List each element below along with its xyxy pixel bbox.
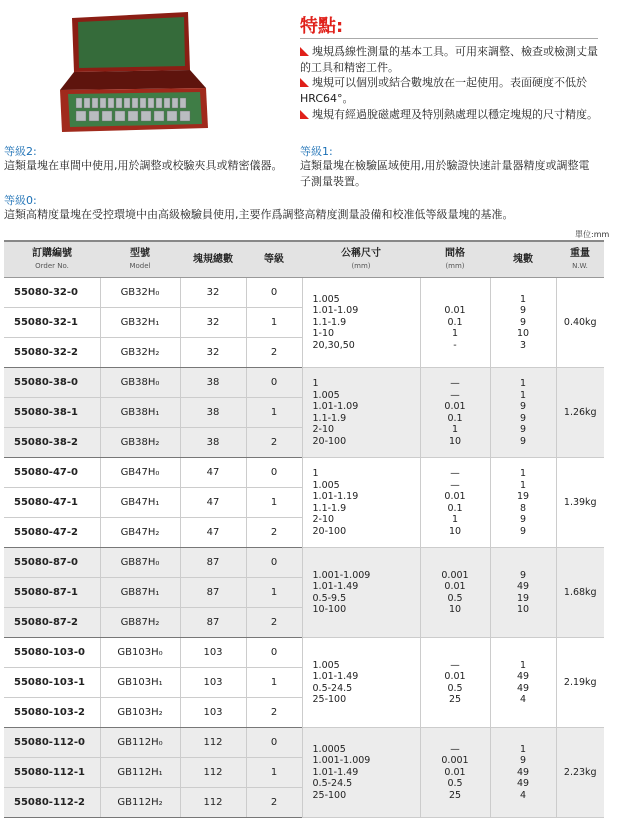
order-no-cell: 55080-47-2 [4, 518, 100, 548]
col-order-no: 訂購編號 Order No. [4, 241, 100, 278]
cell-line: 0.001 [441, 755, 469, 767]
order-no-cell: 55080-103-1 [4, 668, 100, 698]
grade-cell: 0 [246, 638, 302, 668]
cell-line: 0.001 [441, 569, 469, 581]
cell-line: 1 [519, 479, 527, 491]
grade-cell: 2 [246, 788, 302, 818]
grade-cell: 0 [246, 278, 302, 308]
cell-line: 0.5-9.5 [312, 592, 347, 604]
cell-line: 10 [448, 435, 462, 447]
model-cell: GB103H₂ [100, 698, 180, 728]
nominal-size-cell [302, 728, 420, 818]
total-cell: 103 [180, 638, 246, 668]
cell-line: 4 [519, 694, 527, 705]
cell-line: 0.5-24.5 [312, 778, 353, 790]
grade-cell: 2 [246, 608, 302, 638]
grade-cell: 2 [246, 428, 302, 458]
grade-cell: 2 [246, 338, 302, 368]
cell-line: 19 [516, 491, 530, 502]
cell-line: 20-100 [312, 435, 347, 447]
cell-line: — [450, 378, 460, 389]
cell-line: 9 [519, 412, 527, 424]
grade-cell: 1 [246, 758, 302, 788]
cell-line: 0.01 [444, 671, 466, 682]
cell-line: 1 [312, 378, 319, 389]
table-row [4, 278, 604, 308]
gauge-block-table [4, 240, 604, 818]
cell-line: — [450, 389, 460, 401]
step-cell [420, 278, 490, 368]
gauge-block-set-image [56, 10, 212, 134]
order-no-cell: 55080-38-0 [4, 368, 100, 398]
total-cell: 47 [180, 518, 246, 548]
model-cell: GB103H₀ [100, 638, 180, 668]
model-cell: GB38H₁ [100, 398, 180, 428]
model-cell: GB87H₀ [100, 548, 180, 578]
col-weight: 重量 N.W. [556, 241, 604, 278]
features-title: 特點: [300, 16, 344, 37]
cell-line: 49 [516, 778, 530, 790]
order-no-cell: 55080-32-1 [4, 308, 100, 338]
feature-item-2: 塊規可以個別或結合數塊放在一起使用。表面硬度不低於HRC64°。 [300, 76, 587, 105]
cell-line: 9 [519, 755, 527, 767]
table-group [4, 458, 604, 548]
feature-item-1: 塊規爲線性測量的基本工具。可用來調整、檢查或檢測丈量的工具和精密工件。 [300, 45, 598, 74]
cell-line: — [450, 743, 460, 755]
table-group [4, 548, 604, 638]
step-cell [420, 458, 490, 548]
total-cell: 87 [180, 548, 246, 578]
model-cell: GB87H₁ [100, 578, 180, 608]
order-no-cell: 55080-32-2 [4, 338, 100, 368]
grade-cell: 2 [246, 518, 302, 548]
step-cell [420, 548, 490, 638]
order-no-cell: 55080-103-2 [4, 698, 100, 728]
cell-line: 9 [519, 424, 527, 435]
total-cell: 103 [180, 668, 246, 698]
grade2-title: 等級2: [4, 145, 37, 158]
cell-line: 49 [516, 682, 530, 694]
weight-cell: 2.19kg [556, 638, 604, 728]
weight-cell: 1.26kg [556, 368, 604, 458]
red-triangle-icon [300, 78, 309, 87]
col-nominal-size: 公稱尺寸 (mm) [302, 241, 420, 278]
cell-line: 1.1-1.9 [312, 502, 347, 514]
cell-line: 2-10 [312, 424, 335, 435]
col-step: 間格 (mm) [420, 241, 490, 278]
cell-line: 10 [448, 604, 462, 615]
cell-line: 49 [516, 766, 530, 778]
total-cell: 47 [180, 488, 246, 518]
cell-line: 9 [519, 525, 527, 537]
order-no-cell: 55080-112-0 [4, 728, 100, 758]
cell-line: 1.01-1.49 [312, 766, 359, 778]
total-cell: 112 [180, 788, 246, 818]
grade-cell: 1 [246, 398, 302, 428]
total-cell: 87 [180, 578, 246, 608]
weight-cell: 0.40kg [556, 278, 604, 368]
cell-line: 49 [516, 671, 530, 682]
total-cell: 87 [180, 608, 246, 638]
grade1-title: 等級1: [300, 145, 333, 158]
table-group [4, 728, 604, 818]
total-cell: 32 [180, 278, 246, 308]
pieces-cell [490, 458, 556, 548]
cell-line: — [450, 468, 460, 479]
pieces-cell [490, 278, 556, 368]
table-row [4, 368, 604, 398]
cell-line: 4 [519, 789, 527, 801]
cell-line: 0.01 [444, 581, 466, 592]
cell-line: 10-100 [312, 604, 347, 615]
cell-line: 1.01-1.19 [312, 491, 359, 502]
order-no-cell: 55080-87-1 [4, 578, 100, 608]
cell-line: 0.1 [447, 502, 463, 514]
cell-line: 1 [451, 424, 459, 435]
table-row [4, 728, 604, 758]
nominal-size-cell [302, 458, 420, 548]
order-no-cell: 55080-87-2 [4, 608, 100, 638]
cell-line: 9 [519, 316, 527, 328]
cell-line: - [453, 339, 457, 351]
cell-line: 9 [519, 514, 527, 525]
cell-line: 1.01-1.09 [312, 305, 359, 317]
grade-cell: 0 [246, 728, 302, 758]
order-no-cell: 55080-38-1 [4, 398, 100, 428]
cell-line: 1.005 [312, 479, 340, 491]
cell-line: 0.01 [444, 491, 466, 502]
grade2-text: 這類量塊在車間中使用,用於調整或校驗夾具或精密儀器。 [4, 159, 283, 172]
grade-cell: 1 [246, 488, 302, 518]
table-header-row [4, 241, 604, 278]
model-cell: GB32H₂ [100, 338, 180, 368]
model-cell: GB112H₂ [100, 788, 180, 818]
cell-line: 10 [516, 328, 530, 340]
nominal-size-cell [302, 278, 420, 368]
order-no-cell: 55080-112-1 [4, 758, 100, 788]
table-group [4, 368, 604, 458]
step-cell [420, 368, 490, 458]
model-cell: GB38H₀ [100, 368, 180, 398]
model-cell: GB103H₁ [100, 668, 180, 698]
weight-cell: 1.68kg [556, 548, 604, 638]
col-grade: 等級 [246, 241, 302, 278]
model-cell: GB47H₁ [100, 488, 180, 518]
grade-cell: 2 [246, 698, 302, 728]
cell-line: 1-10 [312, 328, 335, 340]
cell-line: 9 [519, 435, 527, 447]
cell-line: 2-10 [312, 514, 335, 525]
order-no-cell: 55080-87-0 [4, 548, 100, 578]
grade-cell: 0 [246, 458, 302, 488]
pieces-cell [490, 728, 556, 818]
cell-line: 10 [516, 604, 530, 615]
total-cell: 38 [180, 368, 246, 398]
total-cell: 32 [180, 338, 246, 368]
cell-line: 1 [519, 468, 527, 479]
features-divider [300, 38, 598, 39]
cell-line: 0.5 [447, 778, 463, 790]
cell-line: 1.005 [312, 389, 340, 401]
cell-line: 9 [519, 569, 527, 581]
order-no-cell: 55080-32-0 [4, 278, 100, 308]
cell-line: 49 [516, 581, 530, 592]
step-cell [420, 638, 490, 728]
cell-line: 8 [519, 502, 527, 514]
cell-line: 3 [519, 339, 527, 351]
grade1-text: 這類量塊在檢驗區域使用,用於驗證快速計量器精度或調整電子測量裝置。 [300, 159, 590, 188]
table-group [4, 278, 604, 368]
total-cell: 47 [180, 458, 246, 488]
cell-line [422, 294, 489, 306]
cell-line: 9 [519, 401, 527, 412]
order-no-cell: 55080-47-0 [4, 458, 100, 488]
cell-line: — [450, 659, 460, 671]
grade-cell: 1 [246, 578, 302, 608]
cell-line: 1.01-1.49 [312, 581, 359, 592]
pieces-cell [490, 368, 556, 458]
cell-line: 1 [519, 389, 527, 401]
cell-line: 0.5 [447, 592, 463, 604]
table-group [4, 638, 604, 728]
model-cell: GB112H₀ [100, 728, 180, 758]
cell-line: 1 [312, 468, 319, 479]
model-cell: GB38H₂ [100, 428, 180, 458]
cell-line: 20-100 [312, 525, 347, 537]
cell-line: 0.01 [444, 401, 466, 412]
col-model: 型號 Model [100, 241, 180, 278]
cell-line: 1 [519, 743, 527, 755]
cell-line: 1.0005 [312, 743, 346, 755]
grade0-text: 這類高精度量塊在受控環境中由高級檢驗員使用,主要作爲調整高精度測量設備和校准低等級量塊的基准。 [4, 208, 514, 221]
cell-line: 25 [448, 694, 462, 705]
grade-cell: 0 [246, 548, 302, 578]
cell-line: 25-100 [312, 789, 347, 801]
model-cell: GB47H₀ [100, 458, 180, 488]
order-no-cell: 55080-38-2 [4, 428, 100, 458]
red-triangle-icon [300, 47, 309, 56]
cell-line: 1 [519, 293, 527, 305]
step-cell [420, 728, 490, 818]
cell-line: 1.005 [312, 293, 340, 305]
weight-cell: 1.39kg [556, 458, 604, 548]
weight-cell: 2.23kg [556, 728, 604, 818]
model-cell: GB32H₀ [100, 278, 180, 308]
model-cell: GB112H₁ [100, 758, 180, 788]
cell-line: 1 [519, 659, 527, 671]
model-cell: GB47H₂ [100, 518, 180, 548]
nominal-size-cell [302, 368, 420, 458]
cell-line: 0.5 [447, 682, 463, 694]
total-cell: 112 [180, 758, 246, 788]
unit-label: 單位:mm [575, 230, 610, 239]
cell-line: 20,30,50 [312, 339, 355, 351]
total-cell: 103 [180, 698, 246, 728]
pieces-cell [490, 548, 556, 638]
pieces-cell [490, 638, 556, 728]
grade-cell: 0 [246, 368, 302, 398]
cell-line: 1 [451, 514, 459, 525]
cell-line: 9 [519, 305, 527, 317]
cell-line: 1.1-1.9 [312, 412, 347, 424]
table-row [4, 548, 604, 578]
col-pieces: 塊數 [490, 241, 556, 278]
cell-line: 1.01-1.09 [312, 401, 359, 412]
grade-cell: 1 [246, 668, 302, 698]
cell-line: 25 [448, 789, 462, 801]
order-no-cell: 55080-103-0 [4, 638, 100, 668]
order-no-cell: 55080-112-2 [4, 788, 100, 818]
table-row [4, 458, 604, 488]
total-cell: 112 [180, 728, 246, 758]
order-no-cell: 55080-47-1 [4, 488, 100, 518]
red-triangle-icon [300, 110, 309, 119]
cell-line: — [450, 479, 460, 491]
cell-line: 0.5-24.5 [312, 682, 353, 694]
model-cell: GB87H₂ [100, 608, 180, 638]
table-row [4, 638, 604, 668]
cell-line: 1 [451, 328, 459, 340]
cell-line: 1 [519, 378, 527, 389]
cell-line: 1.001-1.009 [312, 569, 371, 581]
cell-line: 25-100 [312, 694, 347, 705]
cell-line: 1.005 [312, 659, 340, 671]
total-cell: 32 [180, 308, 246, 338]
cell-line: 0.01 [444, 766, 466, 778]
grade0-title: 等級0: [4, 194, 37, 207]
col-total-blocks: 塊規總數 [180, 241, 246, 278]
nominal-size-cell [302, 638, 420, 728]
model-cell: GB32H₁ [100, 308, 180, 338]
grade-cell: 1 [246, 308, 302, 338]
cell-line: 10 [448, 525, 462, 537]
total-cell: 38 [180, 428, 246, 458]
feature-item-3: 塊規有經過脫磁處理及特別熱處理以穩定塊規的尺寸精度。 [300, 107, 600, 123]
cell-line: 0.1 [447, 316, 463, 328]
cell-line: 0.1 [447, 412, 463, 424]
total-cell: 38 [180, 398, 246, 428]
cell-line: 19 [516, 592, 530, 604]
nominal-size-cell [302, 548, 420, 638]
cell-line: 0.01 [444, 305, 466, 317]
cell-line: 1.01-1.49 [312, 671, 359, 682]
cell-line: 1.1-1.9 [312, 316, 347, 328]
cell-line: 1.001-1.009 [312, 755, 371, 767]
